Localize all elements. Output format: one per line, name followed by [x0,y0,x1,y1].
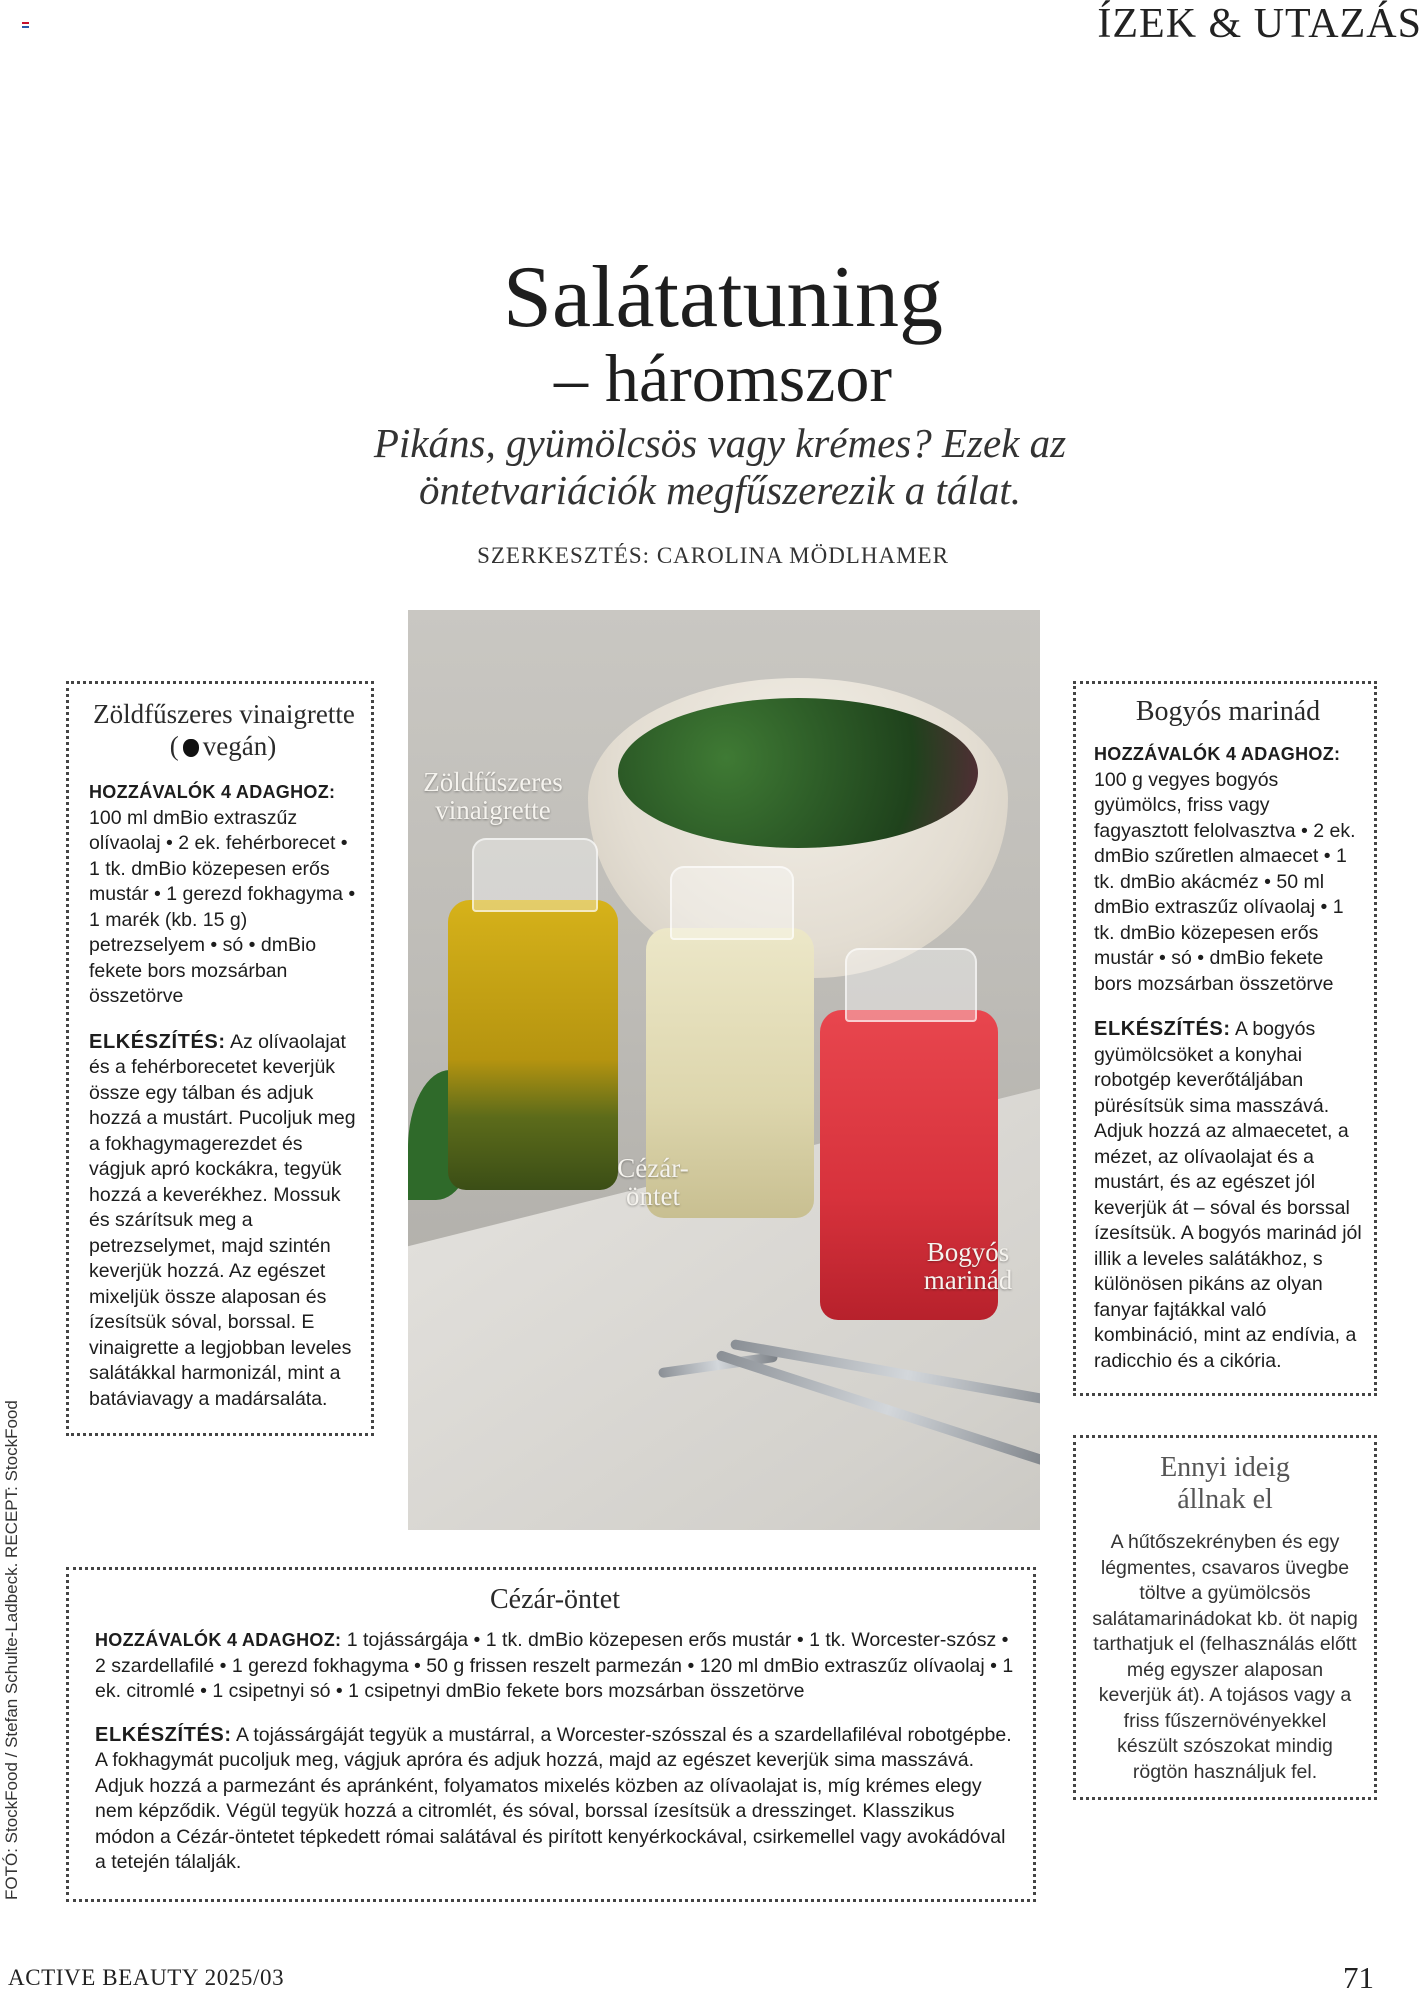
method-label: ELKÉSZÍTÉS: [95,1723,232,1746]
recipe-photo [408,610,1040,1530]
method-text: Az olívaolajat és a fehérborecetet keverjük össze egy tálban és adjuk hozzá a mustárt. Pucoljuk meg a fokhagymagerezdet és vágjuk apró kockákra, tegyük hozzá a keverékhez. Mossuk és szárítsuk meg a petrezselymet, majd szintén keverjük hozzá. Az egészet mixeljük össze alaposan és ízesítsük sóval, borssal. E vinaigrette a legjobban leveles salátákkal harmonizál, mint a batáviavagy a madársaláta. [89,1030,356,1410]
ingredients-text: 100 g vegyes bogyós gyümölcs, friss vagy fagyasztott felolvasztva • 2 ek. dmBio szűretlen almaecet • 1 tk. dmBio akácméz • 50 ml dmBio extraszűz olívaolaj • 1 tk. dmBio közepesen erős mustár • só • dmBio fekete bors mozsárban összetörve [1094,768,1356,995]
photo-label-caesar: Cézár- öntet [617,1153,689,1211]
apple-icon [183,739,199,757]
storage-tip-box [1073,1435,1377,1800]
tip-text: A hűtőszekrényben és egy légmentes, csavaros üvegbe töltve a gyümölcsös salátamarinádokat kb. öt napig tarthatjuk el (felhasználás előtt még egyszer alaposan keverjük át). A tojásos vagy a friss fűszernövényekkel készült szószokat mindig rögtön használjuk fel. [1092,1531,1358,1783]
recipe-box-caesar [66,1567,1036,1902]
ingredients-text: 1 tojássárgája • 1 tk. dmBio közepesen erős mustár • 1 tk. Worcester-szósz • 2 szardellafilé • 1 gerezd fokhagyma • 50 g frissen reszelt parmezán • 120 ml dmBio extraszűz olívaolaj • 1 ek. citromlé • 1 csipetnyi só • 1 csipetnyi dmBio fekete bors mozsárban összetörve [95,1629,1014,1702]
recipe-title: Zöldfűszeres vinaigrette [93,699,355,729]
ingredients-text: 100 ml dmBio extraszűz olívaolaj • 2 ek. fehérborecet • 1 tk. dmBio közepesen erős mustár • 1 gerezd fokhagyma • 1 marék (kb. 15 g) petrezselyem • só • dmBio fekete bors mozsárban összetörve [89,806,356,1007]
salad-leaves [618,698,978,848]
article-title-line2: – háromszor [553,340,892,416]
jar-green-vinaigrette [448,900,618,1190]
method-label: ELKÉSZÍTÉS: [1094,1018,1231,1040]
article-subtitle: Pikáns, gyümölcsös vagy krémes? Ezek az öntetvariációk megfűszerezik a tálat. [373,420,1067,513]
ingredients-label: HOZZÁVALÓK 4 ADAGHOZ: [89,782,336,802]
recipe-title: Bogyós marinád [1135,696,1321,727]
section-title: ÍZEK & UTAZÁS [1097,1,1422,47]
method-label: ELKÉSZÍTÉS: [89,1030,226,1053]
magazine-issue: ACTIVE BEAUTY 2025/03 [8,1965,285,1990]
photo-label-berry: Bogyós marinád [923,1237,1013,1295]
byline: SZERKESZTÉS: CAROLINA MÖDLHAMER [477,543,949,568]
tip-title: Ennyi ideig állnak el [1160,1452,1290,1515]
photo-credits: FOTÓ: StockFood / Stefan Schulte-Ladbeck. RECEPT: StockFood [2,1400,21,1900]
page-number: 71 [1343,1960,1374,1995]
method-text: A tojássárgáját tegyük a mustárral, a Worcester-szósszal és a szardellafiléval robotgépbe. A fokhagymát pucoljuk meg, vágjuk apróra és adjuk hozzá, majd az egészet keverjük sima masszává. Adjuk hozzá a parmezánt és apránként, folyamatos mixelés közben az olívaolajat is, míg krémes elegy nem képződik. Végül tegyük hozzá a citromlét, és sóval, borssal ízesítsük a dresszinget. Klasszikus módon a Cézár-öntetet tépkedett római salátával és pirított kenyérkockával, csirkemellel vagy avokádóval a tetején tálalják. [95,1723,1012,1873]
language-flag-icon [22,22,29,28]
ingredients-label: HOZZÁVALÓK 4 ADAGHOZ: [95,1630,342,1650]
method-text: A bogyós gyümölcsöket a konyhai robotgép keverőtáljában pürésítsük sima masszává. Adjuk hozzá az almaecetet, a mézet, az olívaolajat és a mustárt, és az egészet jól keverjük át – sóval és borssal ízesítsük. A bogyós marinád jól illik a leveles salátákhoz, s különösen pikáns az olyan fanyar fajtákkal való kombináció, mint az endívia, a radicchio és a cikória. [1094,1018,1362,1372]
recipe-box-berry-marinade [1073,681,1377,1396]
recipe-title: Cézár-öntet [489,1584,621,1615]
article-title: Salátatuning [503,249,943,346]
recipe-box-green-vinaigrette [66,681,374,1436]
photo-label-green: Zöldfűszeres vinaigrette [423,767,563,825]
vegan-note: ( vegán) [169,731,277,761]
ingredients-label: HOZZÁVALÓK 4 ADAGHOZ: [1094,744,1341,764]
